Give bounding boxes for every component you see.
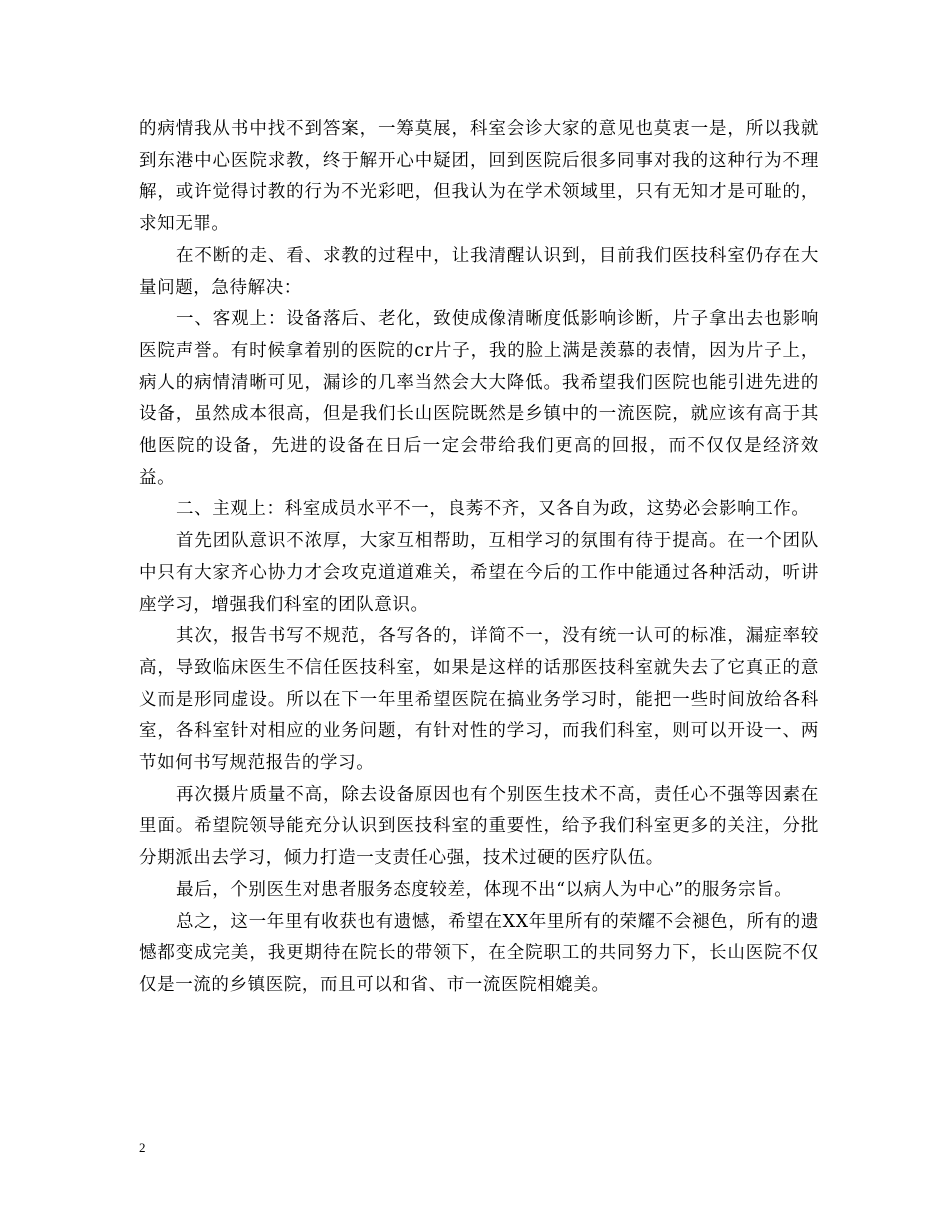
paragraph: 一、客观上：设备落后、老化，致使成像清晰度低影响诊断，片子拿出去也影响医院声誉。有时候拿着别的医院的cr片子，我的脸上满是羡慕的表情，因为片子上，病人的病情清晰可见，漏诊的几率当然会大大降低。我希望我们医院也能引进先进的设备，虽然成本很高，但是我们长山医院既然是乡镇中的一流医院，就应该有高于其他医院的设备，先进的设备在日后一定会带给我们更高的回报，而不仅仅是经济效益。 [139, 309, 819, 488]
paragraph: 在不断的走、看、求教的过程中，让我清醒认识到，目前我们医技科室仍存在大量问题，急待解决： [139, 245, 819, 298]
paragraph: 最后，个别医生对患者服务态度较差，体现不出“以病人为中心”的服务宗旨。 [176, 879, 793, 900]
document-body [139, 114, 819, 1002]
paragraph: 再次摄片质量不高，除去设备原因也有个别医生技术不高，责任心不强等因素在里面。希望院领导能充分认识到医技科室的重要性，给予我们科室更多的关注，分批分期派出去学习，倾力打造一支责任心强，技术过硬的医疗队伍。 [139, 784, 819, 869]
paragraph: 其次，报告书写不规范，各写各的，详简不一，没有统一认可的标准，漏症率较高，导致临床医生不信任医技科室，如果是这样的话那医技科室就失去了它真正的意义而是形同虚设。所以在下一年里希望医院在搞业务学习时，能把一些时间放给各科室，各科室针对相应的业务问题，有针对性的学习，而我们科室，则可以开设一、两节如何书写规范报告的学习。 [139, 626, 819, 774]
paragraph: 的病情我从书中找不到答案，一筹莫展，科室会诊大家的意见也莫衷一是，所以我就到东港中心医院求教，终于解开心中疑团，回到医院后很多同事对我的这种行为不理解，或许觉得讨教的行为不光彩吧，但我认为在学术领域里，只有无知才是可耻的，求知无罪。 [139, 119, 819, 235]
paragraph: 总之，这一年里有收获也有遗憾，希望在XX年里所有的荣耀不会褪色，所有的遗憾都变成完美，我更期待在院长的带领下，在全院职工的共同努力下，长山医院不仅仅是一流的乡镇医院，而且可以和省、市一流医院相媲美。 [139, 911, 819, 995]
paragraph: 二、主观上：科室成员水平不一，良莠不齐，又各自为政，这势必会影响工作。 [176, 499, 810, 520]
page-number: 2 [139, 1140, 146, 1155]
paragraph: 首先团队意识不浓厚，大家互相帮助，互相学习的氛围有待于提高。在一个团队中只有大家齐心协力才会攻克道道难关，希望在今后的工作中能通过各种活动，听讲座学习，增强我们科室的团队意识。 [139, 531, 819, 615]
